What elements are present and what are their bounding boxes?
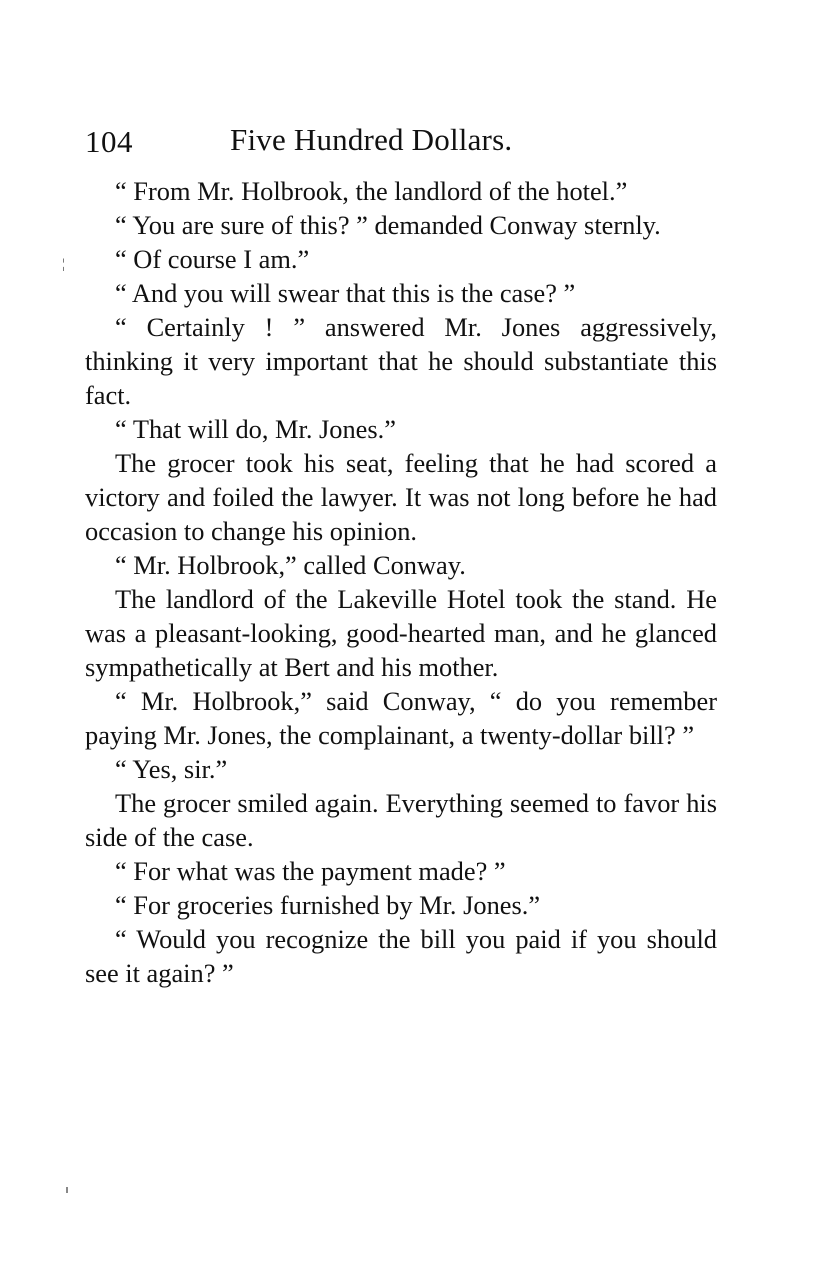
paragraph: “ For what was the payment made? ” bbox=[115, 856, 506, 886]
paragraph: “ Of course I am.” bbox=[115, 244, 310, 274]
paragraph: “ That will do, Mr. Jones.” bbox=[115, 414, 396, 444]
paragraph: “ And you will swear that this is the case? ” bbox=[115, 278, 576, 308]
paragraph: “ Certainly ! ” answered Mr. Jones aggressively, thinking it very important that he should substantiate this fact. bbox=[85, 312, 717, 410]
paragraph: The grocer took his seat, feeling that he had scored a victory and foiled the lawyer. It was not long before he had occasion to change his opinion. bbox=[85, 448, 717, 546]
paragraph: “ Mr. Holbrook,” called Conway. bbox=[115, 550, 466, 580]
page-number: 104 bbox=[85, 124, 133, 159]
paragraph: “ From Mr. Holbrook, the landlord of the hotel.” bbox=[115, 176, 628, 206]
paragraph: The grocer smiled again. Everything seemed to favor his side of the case. bbox=[85, 788, 717, 852]
paragraph: “ You are sure of this? ” demanded Conway sternly. bbox=[115, 210, 661, 240]
page-header bbox=[85, 118, 725, 162]
paragraph: “ For groceries furnished by Mr. Jones.” bbox=[115, 890, 541, 920]
paragraph: “ Mr. Holbrook,” said Conway, “ do you remember paying Mr. Jones, the complainant, a twenty-dollar bill? ” bbox=[85, 686, 717, 750]
body-text bbox=[85, 174, 717, 990]
running-title: Five Hundred Dollars. bbox=[230, 122, 513, 157]
paragraph: The landlord of the Lakeville Hotel took the stand. He was a pleasant-looking, good-hearted man, and he glanced sympathetically at Bert and his mother. bbox=[85, 584, 717, 682]
paragraph: “ Would you recognize the bill you paid if you should see it again? ” bbox=[85, 924, 717, 988]
margin-mark: ¦ bbox=[62, 257, 65, 272]
paragraph: “ Yes, sir.” bbox=[115, 754, 228, 784]
print-speck bbox=[66, 1187, 68, 1193]
